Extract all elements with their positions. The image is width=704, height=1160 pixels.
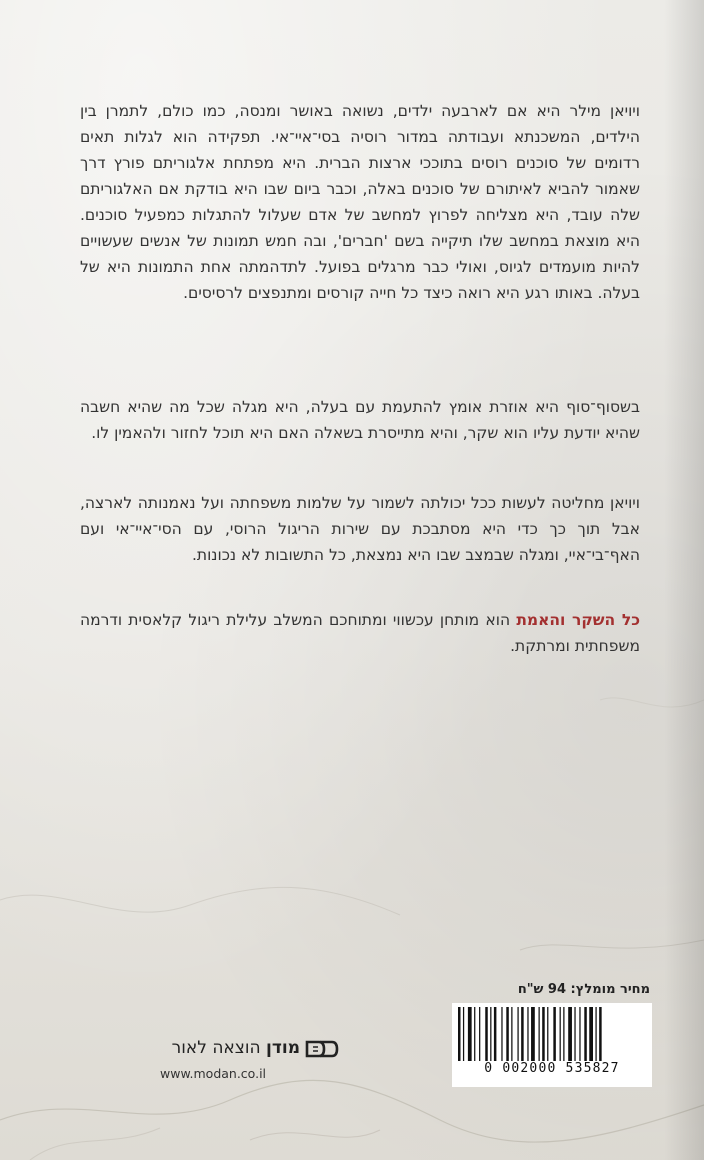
barcode-bars (456, 1007, 648, 1061)
blurb-paragraph-4 (80, 607, 640, 659)
publisher-name (172, 1038, 300, 1058)
publisher-url: www.modan.co.il (160, 1066, 267, 1081)
barcode (452, 1003, 652, 1087)
blurb-paragraph-1: ויויאן מילר היא אם לארבעה ילדים, נשואה באושר ומנסה, כמו כולם, לתמרן בין הילדים, המשכנתא ועבודתה במדור רוסיה בסי־איי־אי. תפקידה הוא לגלות תאים רדומים של סוכנים רוסים בתוככי ארצות הברית. היא מפתחת אלגוריתם פורץ דרך שאמור להביא לאיתורם של סוכנים באלה, וכבר ביום שבו היא בודקת אם האלגוריתם שלה עובד, היא מצליחה לפרוץ למחשב של אדם שעלול להתגלות כמפעיל סוכנים. היא מוצאת במחשב שלו תיקייה בשם 'חברים', ובה חמש תמונות של אנשים שעשויים להיות מועמדים לגיוס, ואולי כבר מרגלים בפועל. לתדהמתה אחת התמונות היא של בעלה. באותו רגע היא רואה כיצד כל חייה קורסים ומתנפצים לרסיסים. (80, 102, 640, 302)
book-title: כל השקר והאמת (516, 611, 641, 629)
publisher-name-bold: מודן (266, 1038, 300, 1058)
page-edge-shadow (664, 0, 704, 1160)
modan-logo-icon (304, 1038, 340, 1060)
blurb-paragraph-3: ויויאן מחליטה לעשות ככל יכולתה לשמור על שלמות משפחתה ועל נאמנותה לארצה, אבל תוך כך כדי היא מסתבכת עם שירות הריגול הרוסי, עם הסי־איי־אי ועם האף־בי־איי, ומגלה שבמצב שבו היא נמצאת, כל התשובות לא נכונות. (80, 494, 640, 564)
blurb-paragraph-2: בשסוף־סוף היא אוזרת אומץ להתעמת עם בעלה, היא מגלה שכל מה שהיא חשבה שהיא יודעת עליו הוא שקר, והיא מתייסרת בשאלה האם היא תוכל לחזור ולהאמין לו. (80, 398, 640, 442)
barcode-digits: 0 002000 535827 (484, 1061, 620, 1076)
publisher-name-rest: הוצאה לאור (171, 1038, 267, 1058)
blurb-paragraph-4-text: הוא מותחן עכשווי ומתוחכם המשלב עלילת ריגול קלאסית ודרמה משפחתית ומרתקת. (80, 611, 640, 655)
publisher-block (140, 1036, 340, 1086)
price-label: מחיר מומלץ: 94 ש"ח (517, 982, 650, 997)
